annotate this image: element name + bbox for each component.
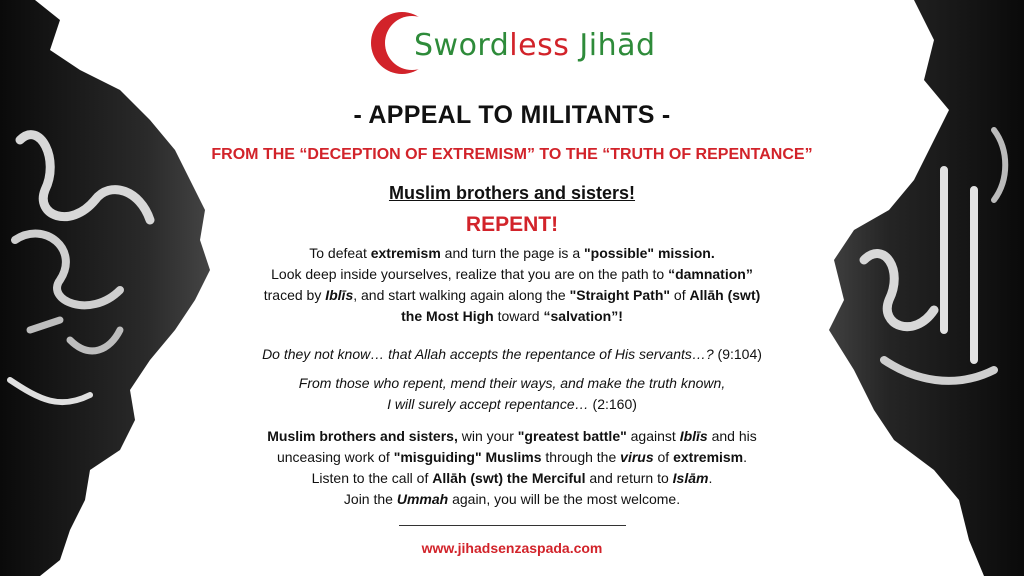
swordless-jihad-logo — [370, 8, 660, 78]
logo-word-jihad: Jihād — [569, 28, 656, 63]
page-subtitle: FROM THE “DECEPTION OF EXTREMISM” TO THE “TRUTH OF REPENTANCE” — [211, 146, 813, 163]
logo-word-less: less — [509, 28, 570, 63]
quote-9-104: Do they not know… that Allah accepts the repentance of His servants…? (9:104) — [262, 346, 762, 362]
intro-paragraph: To defeat extremism and turn the page is a "possible" mission. Look deep inside yourselves, realize that you are on the path to “damnation” traced by Iblīs, and start walking again along the "Straight Path" of Allāh (swt) the Most High toward “salvation”! — [263, 245, 761, 324]
call-heading: REPENT! — [465, 213, 559, 236]
address-heading: Muslim brothers and sisters! — [388, 183, 636, 203]
divider — [399, 525, 626, 526]
appeal-paragraph: Muslim brothers and sisters, win your "greatest battle" against Iblīs and his unceasing work of "misguiding" Muslims through the virus of extremism. Listen to the call of Allāh (swt) the Merciful and return to Islām. Join the Ummah again, you will be the most welcome. — [267, 428, 757, 507]
website-link[interactable]: www.jihadsenzaspada.com — [421, 540, 603, 556]
page-title: - APPEAL TO MILITANTS - — [353, 101, 671, 129]
logo-word-sword: Sword — [414, 28, 510, 63]
logo-wordmark — [414, 28, 656, 63]
quote-2-160: From those who repent, mend their ways, and make the truth known, I will surely accept repentance… (2:160) — [298, 375, 726, 412]
